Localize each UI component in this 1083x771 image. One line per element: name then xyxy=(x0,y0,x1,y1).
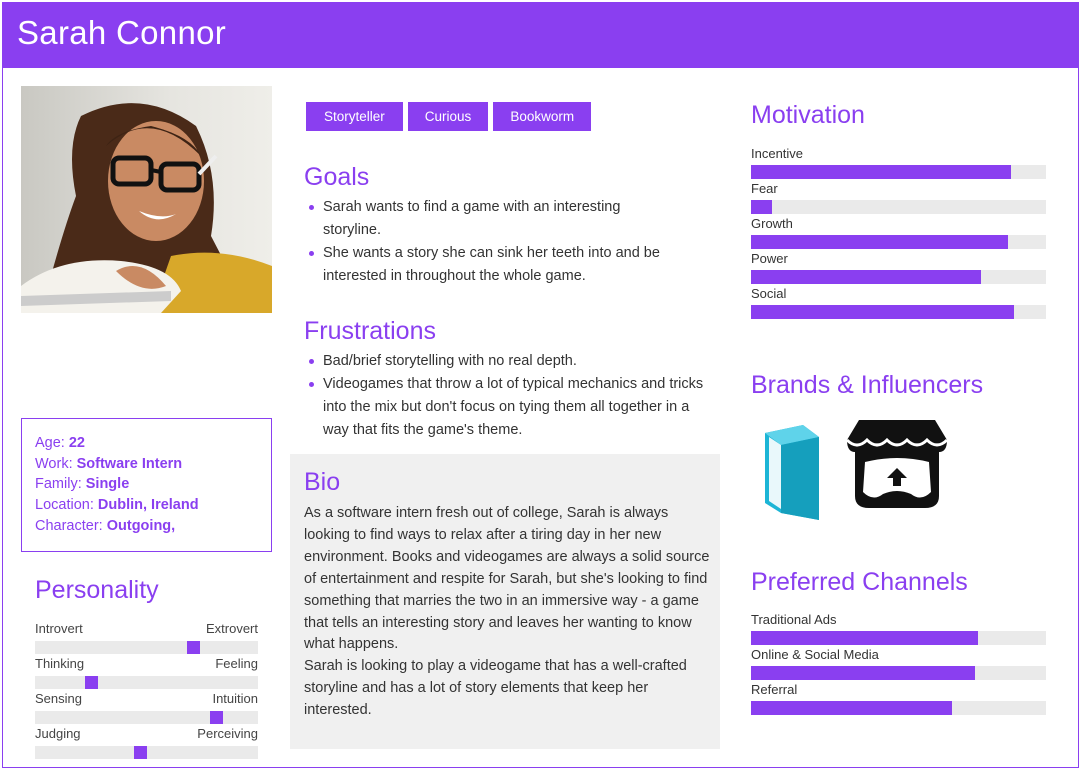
trait-left-label: Thinking xyxy=(35,656,85,671)
bio-title: Bio xyxy=(304,468,341,496)
goals-title: Goals xyxy=(304,163,370,191)
bar-label: Incentive xyxy=(751,146,804,161)
trait-track xyxy=(35,746,258,759)
trait-track xyxy=(35,676,258,689)
bar-track xyxy=(751,305,1046,319)
bar-fill xyxy=(751,305,1014,319)
trait-track xyxy=(35,711,258,724)
trait-slider-handle[interactable] xyxy=(134,746,147,759)
header-bar xyxy=(2,2,1079,68)
info-location: Location: Dublin, Ireland xyxy=(35,497,199,514)
brands-title: Brands & Influencers xyxy=(751,371,984,399)
info-box xyxy=(21,418,272,552)
bar-fill xyxy=(751,235,1008,249)
bar-label: Online & Social Media xyxy=(751,647,879,662)
bar-track xyxy=(751,631,1046,645)
bar-fill xyxy=(751,200,772,214)
motivation-incentive xyxy=(751,146,1046,179)
list-item: Bad/brief storytelling with no real depth. xyxy=(305,350,705,373)
bar-label: Traditional Ads xyxy=(751,612,837,627)
motivation-power xyxy=(751,251,1046,284)
itch-io-icon xyxy=(845,418,949,515)
info-age: Age: 22 xyxy=(35,435,85,451)
persona-photo xyxy=(21,86,272,313)
frustrations-list xyxy=(305,350,705,442)
motivation-title: Motivation xyxy=(751,101,865,129)
bar-fill xyxy=(751,666,975,680)
goals-list xyxy=(305,196,700,288)
bar-fill xyxy=(751,165,1011,179)
trait-right-label: Perceiving xyxy=(197,726,258,741)
trait-slider-handle[interactable] xyxy=(187,641,200,654)
bar-label: Referral xyxy=(751,682,798,697)
trait-track xyxy=(35,641,258,654)
bar-track xyxy=(751,701,1046,715)
trait-left-label: Introvert xyxy=(35,621,83,636)
trait-right-label: Extrovert xyxy=(205,621,258,636)
list-item: Sarah wants to find a game with an interesting storyline. xyxy=(305,196,700,242)
trait-tags xyxy=(306,102,591,131)
list-item: She wants a story she can sink her teeth into and be interested in throughout the whole game. xyxy=(305,242,700,288)
trait-left-label: Sensing xyxy=(35,691,82,706)
motivation-growth xyxy=(751,216,1046,249)
info-work: Work: Software Intern xyxy=(35,455,183,472)
trait-slider-handle[interactable] xyxy=(85,676,98,689)
trait-introvert-extrovert xyxy=(35,621,258,654)
trait-right-label: Feeling xyxy=(215,656,258,671)
bio-text xyxy=(304,503,710,722)
book-icon xyxy=(763,423,821,527)
bar-fill xyxy=(751,631,978,645)
tag-bookworm[interactable]: Bookworm xyxy=(493,102,591,131)
bar-fill xyxy=(751,270,981,284)
trait-sensing-intuition xyxy=(35,691,258,724)
bar-track xyxy=(751,165,1046,179)
trait-slider-handle[interactable] xyxy=(210,711,223,724)
motivation-social xyxy=(751,286,1046,319)
info-character: Character: Outgoing, xyxy=(35,517,176,534)
bar-track xyxy=(751,200,1046,214)
bar-label: Growth xyxy=(751,216,793,231)
personality-title: Personality xyxy=(35,576,159,604)
bar-track xyxy=(751,270,1046,284)
bio-panel xyxy=(290,454,720,749)
bar-track xyxy=(751,235,1046,249)
trait-right-label: Intuition xyxy=(212,691,258,706)
bio-paragraph: Sarah is looking to play a videogame that has a well-crafted storyline and has a lot of story elements that keep her interested. xyxy=(304,658,687,719)
channel-online-social xyxy=(751,647,1046,680)
bar-fill xyxy=(751,701,952,715)
bar-track xyxy=(751,666,1046,680)
motivation-fear xyxy=(751,181,1046,214)
trait-thinking-feeling xyxy=(35,656,258,689)
tag-curious[interactable]: Curious xyxy=(408,102,489,131)
persona-name: Sarah Connor xyxy=(17,14,227,51)
trait-judging-perceiving xyxy=(35,726,258,759)
bar-label: Power xyxy=(751,251,788,266)
channel-referral xyxy=(751,682,1046,715)
trait-left-label: Judging xyxy=(35,726,81,741)
channels-title: Preferred Channels xyxy=(751,568,968,596)
list-item: Videogames that throw a lot of typical mechanics and tricks into the mix but don't focus on tying them all together in a way that fits the game's theme. xyxy=(305,373,705,442)
bar-label: Social xyxy=(751,286,787,301)
info-family: Family: Single xyxy=(35,476,130,493)
bar-label: Fear xyxy=(751,181,778,196)
frustrations-title: Frustrations xyxy=(304,317,436,345)
tag-storyteller[interactable]: Storyteller xyxy=(306,102,403,131)
channel-traditional-ads xyxy=(751,612,1046,645)
bio-paragraph: As a software intern fresh out of college, Sarah is always looking to find ways to relax after a tiring day in her new environment. Books and videogames are always a solid source of entertainment and respite for Sarah, but she's looking to find something that marries the two in an immersive way - a game that tells an interesting story and leaves her wanting to know what happens. xyxy=(304,505,710,653)
